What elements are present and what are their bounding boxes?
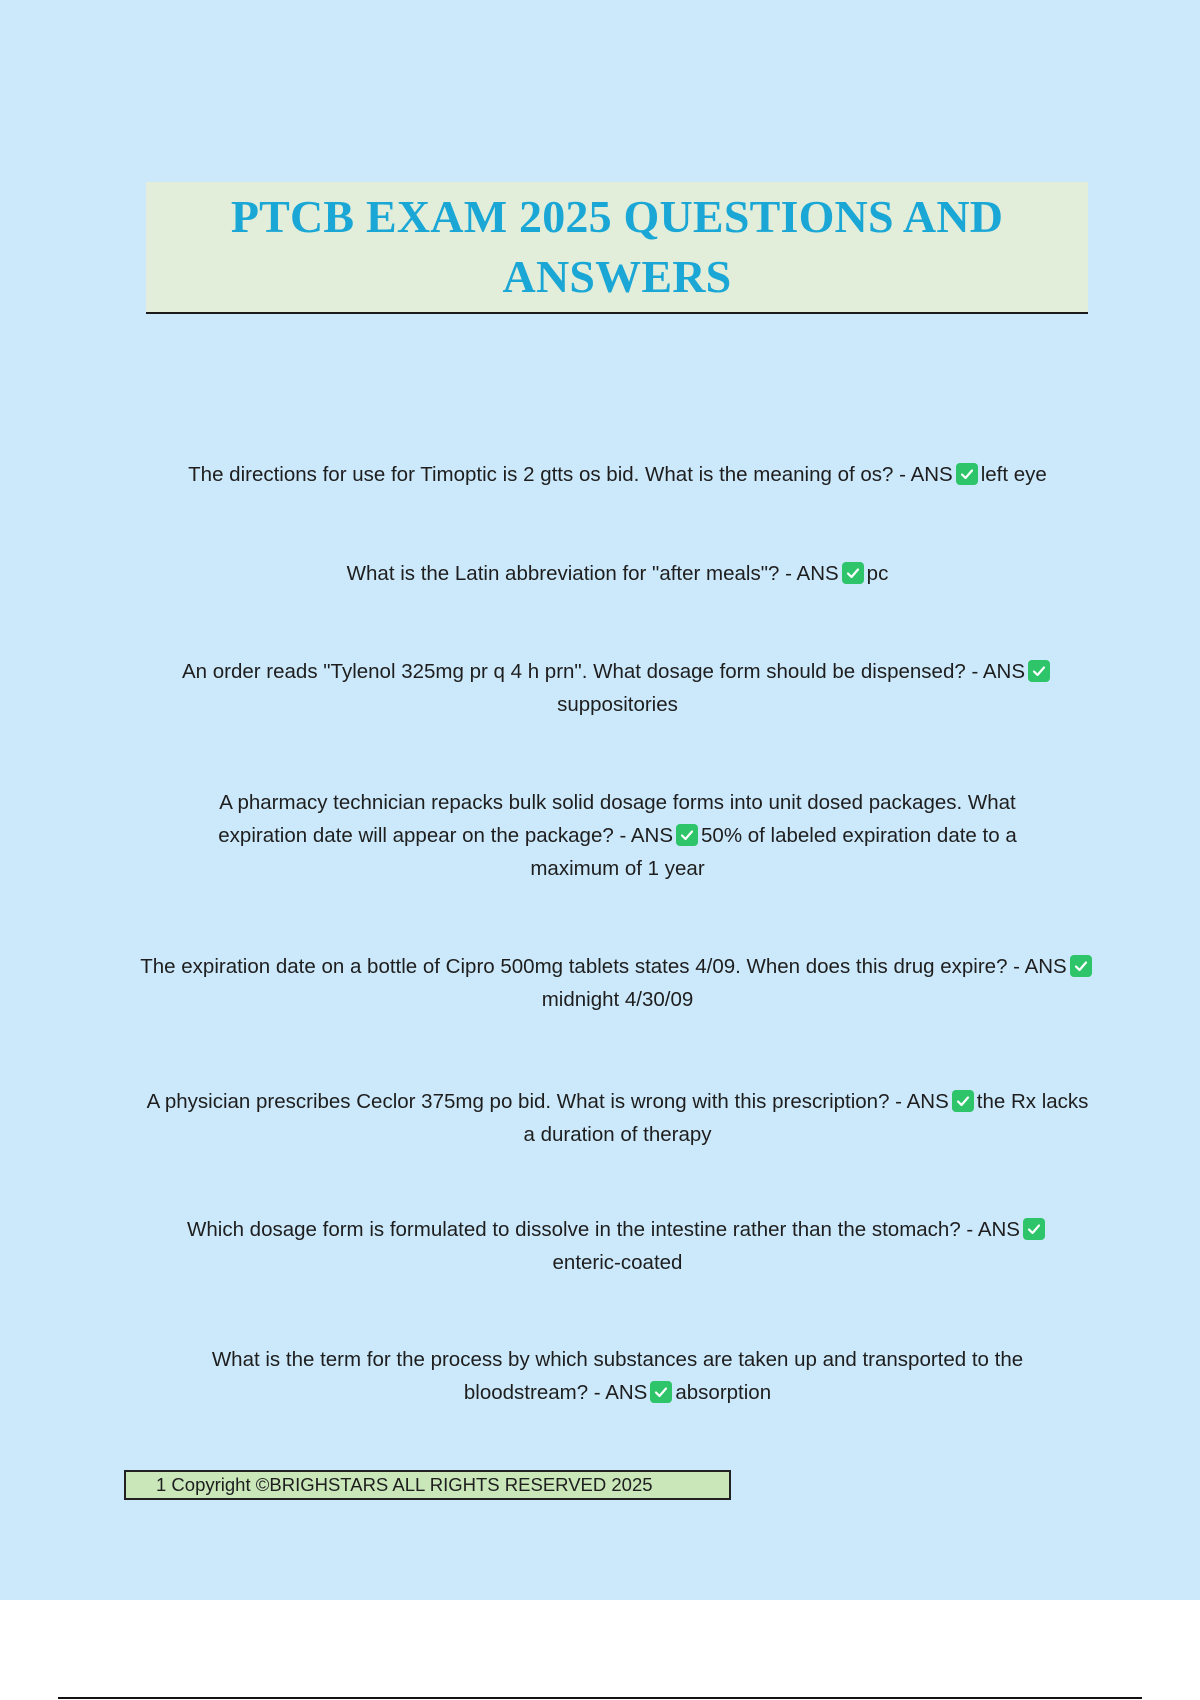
question-text: An order reads "Tylenol 325mg pr q 4 h prn". What dosage form should be dispensed? -: [181, 660, 979, 683]
check-box-icon: [1028, 660, 1050, 682]
ans-label: ANS: [982, 660, 1026, 683]
qa-item: [180, 1213, 1055, 1279]
question-text: The expiration date on a bottle of Cipro 500mg tablets states 4/09. When does this drug expire? -: [140, 955, 1020, 978]
check-box-icon: [650, 1381, 672, 1403]
answer-text: pc: [866, 562, 889, 585]
answer-text: suppositories: [557, 693, 678, 716]
check-box-icon: [1070, 955, 1092, 977]
answer-text: the Rx lacks a duration of therapy: [523, 1090, 1089, 1146]
qa-item: [165, 1343, 1070, 1409]
qa-item: [140, 1085, 1095, 1151]
qa-item: [140, 950, 1095, 1016]
question-text: The directions for use for Timoptic is 2 gtts os bid. What is the meaning of os? -: [188, 463, 906, 486]
page-title: PTCB EXAM 2025 QUESTIONS AND ANSWERS: [230, 191, 1004, 302]
qa-item: [140, 557, 1095, 590]
ans-label: ANS: [796, 562, 839, 585]
question-text: A physician prescribes Ceclor 375mg po bid. What is wrong with this prescription? -: [146, 1090, 903, 1113]
check-box-icon: [956, 463, 978, 485]
answer-text: enteric-coated: [552, 1251, 683, 1274]
ans-label: ANS: [1024, 955, 1067, 978]
ans-label: ANS: [977, 1218, 1020, 1241]
ans-label: ANS: [906, 1090, 949, 1113]
title-banner: [146, 182, 1088, 314]
page-bottom-rule: [58, 1697, 1142, 1699]
ans-label: ANS: [910, 463, 953, 486]
question-text: What is the term for the process by which substances are taken up and transported to the bloodstream? -: [211, 1348, 1024, 1404]
qa-item: [140, 458, 1095, 491]
check-box-icon: [842, 562, 864, 584]
check-box-icon: [1023, 1218, 1045, 1240]
copyright-footer: 1 Copyright ©BRIGHSTARS ALL RIGHTS RESERVED 2025: [124, 1470, 731, 1500]
answer-text: 50% of labeled expiration date to a maximum of 1 year: [530, 824, 1017, 880]
answer-text: left eye: [980, 463, 1047, 486]
answer-text: absorption: [675, 1381, 772, 1404]
ans-label: ANS: [605, 1381, 648, 1404]
question-text: A pharmacy technician repacks bulk solid dosage forms into unit dosed packages. What expiration date will appear on the package? -: [218, 791, 1016, 847]
question-text: What is the Latin abbreviation for "after meals"? -: [346, 562, 792, 585]
qa-item: [180, 655, 1055, 721]
check-box-icon: [676, 824, 698, 846]
question-text: Which dosage form is formulated to dissolve in the intestine rather than the stomach? -: [187, 1218, 974, 1241]
answer-text: midnight 4/30/09: [541, 988, 694, 1011]
ans-label: ANS: [630, 824, 674, 847]
qa-item: [180, 786, 1055, 885]
check-box-icon: [952, 1090, 974, 1112]
